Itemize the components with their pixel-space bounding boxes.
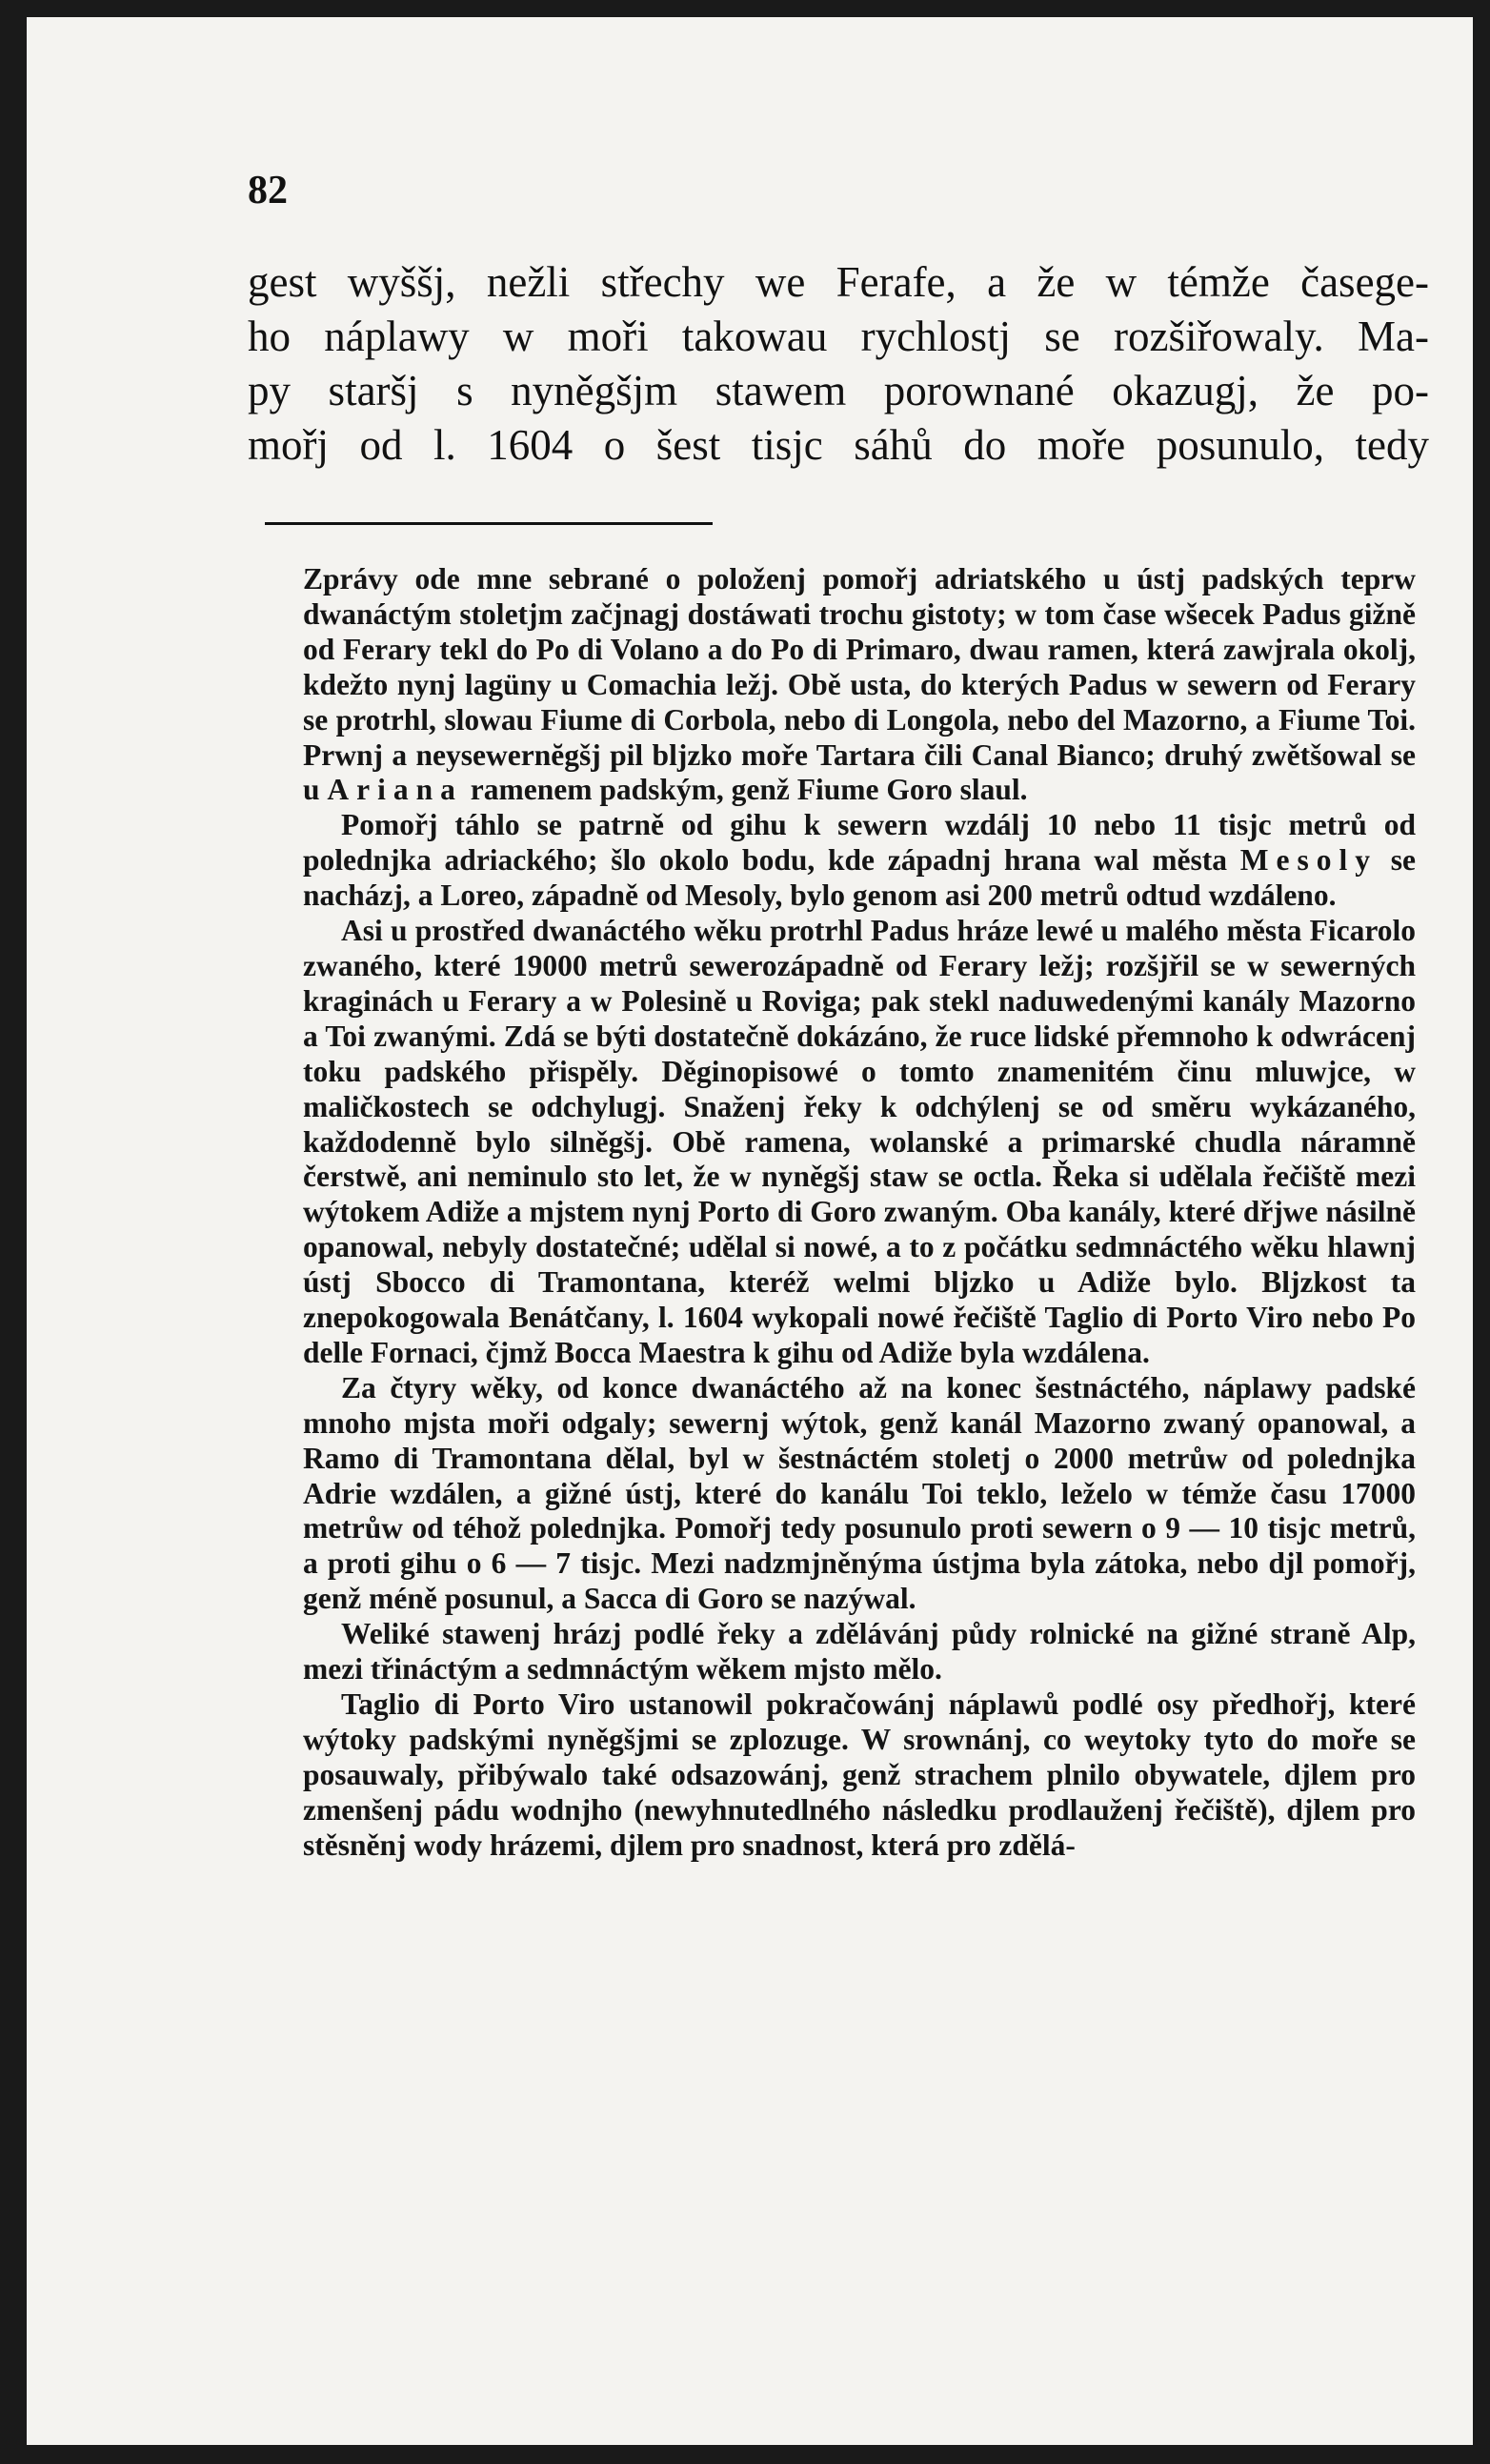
main-text-line: py staršj s nyněgšjm stawem porownané okazugj, že po- [248, 367, 1429, 414]
page-number: 82 [248, 169, 288, 212]
footnote-paragraph: Asi u prostřed dwanáctého wěku protrhl Padus hráze lewé u malého města Ficarolo zwaného, které 19000 metrů sewerozápadně od Ferary ležj; rozšjřil se w sewerných kraginách u Ferary a w Polesině u Roviga; pak stekl naduwedenými kanály Mazorno a Toi zwanými. Zdá se býti dostatečně dokázáno, že ruce lidské přemnoho k odwrácenj toku padského přispěly. Děginopisowé o tomto znamenitém činu mluwjce, w maličkostech se odchylugj. Snaženj řeky k odchýlenj se od směru wykázaného, každodenně bylo silněgšj. Obě ramena, wolanské a primarské chudla náramně čerstwě, ani neminulo sto let, že w nyněgšj staw se octla. Řeka si udělala řečiště mezi wýtokem Adiže a mjstem nynj Porto di Goro zwaným. Oba kanály, které dřjwe násilně opanowal, nebyly dostatečné; udělal si nowé, a to z počátku sedmnáctého wěku hlawnj ústj Sbocco di Tramontana, kteréž welmi bljzko u Adiže bylo. Bljzkost ta znepokogowala Benátčany, l. 1604 wykopali nowé řečiště Taglio di Porto Viro nebo Po delle Fornaci, čjmž Bocca Maestra k gihu od Adiže byla wzdálena. [303, 914, 1416, 1369]
book-page [27, 17, 1473, 2445]
footnotes [303, 562, 1416, 1864]
footnote-paragraph: Weliké stawenj hrázj podlé řeky a zdělávánj půdy rolnické na gižné straně Alp, mezi třináctým a sedmnáctým wěkem mjsto mělo. [303, 1617, 1416, 1686]
footnote-paragraph: Taglio di Porto Viro ustanowil pokračowánj náplawů podlé osy předhořj, které wýtoky padskými nyněgšjmi se zplozuge. W srownánj, co weytoky tyto do moře se posauwaly, přibýwalo také odsazowánj, genž strachem plnilo obywatele, djlem pro zmenšenj pádu wodnjho (newyhnutedlného následku prodlauženj řečiště), djlem pro stěsněnj wody hrázemi, djlem pro snadnost, která pro zdělá- [303, 1687, 1416, 1862]
spaced-name: Mesoly [1239, 843, 1378, 878]
main-text-line: ho náplawy w moři takowau rychlostj se rozšiřowaly. Ma- [248, 313, 1429, 360]
spaced-name: Ariana [327, 773, 463, 807]
footnote-paragraph: Pomořj táhlo se patrně od gihu k sewern wzdálj 10 nebo 11 tisjc metrů od polednjka adriackého; šlo okolo bodu, kde západnj hrana wal města Mesoly se nacházj, a Loreo, západně od Mesoly, bylo genom asi 200 metrů odtud wzdáleno. [303, 808, 1416, 913]
footnote-paragraph: Za čtyry wěky, od konce dwanáctého až na konec šestnáctého, náplawy padské mnoho mjsta moři odgaly; sewernj wýtok, genž kanál Mazorno zwaný opanowal, a Ramo di Tramontana dělal, byl w šestnáctém stoletj o 2000 metrůw od polednjka Adrie wzdálen, a gižné ústj, které do kanálu Toi teklo, leželo w témže času 17000 metrůw od téhož polednjka. Pomořj tedy posunulo proti sewern o 9 — 10 tisjc metrů, a proti gihu o 6 — 7 tisjc. Mezi nadzmjněnýma ústjma byla zátoka, nebo djl pomořj, genž méně posunul, a Sacca di Goro se nazýwal. [303, 1370, 1416, 1616]
main-text-line: gest wyššj, nežli střechy we Ferafe, a že w témže časege- [248, 258, 1429, 306]
main-text-line: mořj od l. 1604 o šest tisjc sáhů do moře posunulo, tedy [248, 421, 1429, 469]
footnote-paragraph: Zprávy ode mne sebrané o položenj pomořj adriatského u ústj padských teprw dwanáctým stoletjm začjnagj dostáwati trochu gistoty; w tom čase wšecek Padus gižně od Ferary tekl do Po di Volano a do Po di Primaro, dwau ramen, která zawjrala okolj, kdežto nynj lagüny u Comachia ležj. Obě usta, do kterých Padus w sewern od Ferary se protrhl, slowau Fiume di Corbola, nebo di Longola, nebo del Mazorno, a Fiume Toi. Prwnj a neysewernĕgšj pil bljzko moře Tartara čili Canal Bianco; druhý zwětšowal se u Ariana ramenem padským, genž Fiume Goro slaul. [303, 562, 1416, 807]
main-text [248, 255, 1429, 473]
footnote-divider [265, 522, 713, 525]
